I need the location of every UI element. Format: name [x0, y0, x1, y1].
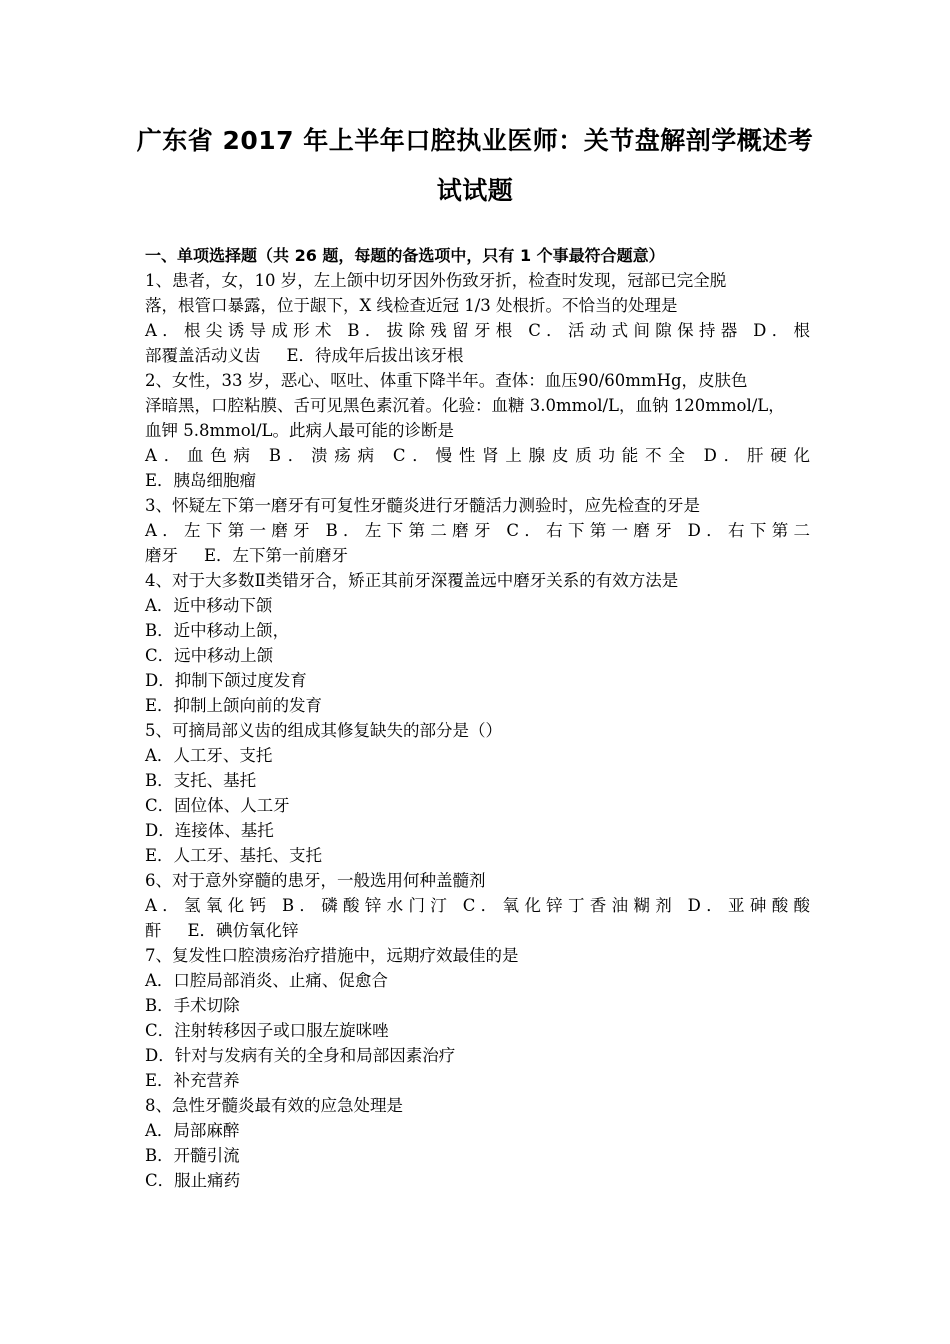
- answer-option: A．血色病: [145, 446, 257, 465]
- question-stem-line: 4、对于大多数Ⅱ类错牙合，矫正其前牙深覆盖远中磨牙关系的有效方法是: [145, 571, 679, 590]
- answer-option: C．服止痛药: [145, 1171, 241, 1190]
- option-row: [145, 893, 810, 918]
- answer-option: B．左下第二磨牙: [325, 521, 496, 540]
- question-5: [145, 718, 810, 868]
- answer-option: A．氢氧化钙: [145, 896, 272, 915]
- option-row: [145, 468, 810, 493]
- option-row: [145, 593, 810, 618]
- question-6: [145, 868, 810, 943]
- option-row: [145, 993, 810, 1018]
- answer-option: E．左下第一前磨牙: [204, 546, 349, 565]
- answer-option: 部覆盖活动义齿: [145, 346, 261, 365]
- question-stem-line: 血钾 5.8mmol/L。此病人最可能的诊断是: [145, 421, 455, 440]
- question-stem-line: 1、患者，女，10 岁，左上颌中切牙因外伤致牙折，检查时发现，冠部已完全脱: [145, 271, 727, 290]
- answer-option: C．右下第一磨牙: [506, 521, 678, 540]
- answer-option: 酐: [145, 921, 162, 940]
- answer-option: C．远中移动上颌: [145, 646, 274, 665]
- answer-option: D．肝硬化: [703, 446, 810, 465]
- answer-option: B．拔除残留牙根: [347, 321, 518, 340]
- question-stem-line: 2、女性，33 岁，恶心、呕吐、体重下降半年。查体：血压90/60mmHg，皮肤色: [145, 371, 748, 390]
- option-row: [145, 743, 810, 768]
- option-row: [145, 543, 810, 568]
- title-line-2: 试试题: [436, 176, 514, 205]
- option-row: [145, 1118, 810, 1143]
- answer-option: A．根尖诱导成形术: [145, 321, 337, 340]
- question-8: [145, 1093, 810, 1193]
- answer-option: B．溃疡病: [268, 446, 381, 465]
- answer-option: D．根: [753, 321, 811, 340]
- option-row: [145, 1143, 810, 1168]
- answer-option: C．慢性肾上腺皮质功能不全: [392, 446, 692, 465]
- answer-option: A．口腔局部消炎、止痛、促愈合: [145, 971, 388, 990]
- title-line-1: 广东省 2017 年上半年口腔执业医师：关节盘解剖学概述考: [136, 126, 814, 155]
- option-row: [145, 793, 810, 818]
- answer-option: B．开髓引流: [145, 1146, 240, 1165]
- option-row: [145, 918, 810, 943]
- answer-option: D．针对与发病有关的全身和局部因素治疗: [145, 1046, 456, 1065]
- answer-option: C．固位体、人工牙: [145, 796, 290, 815]
- answer-option: B．支托、基托: [145, 771, 257, 790]
- option-row: [145, 1043, 810, 1068]
- answer-option: A．局部麻醉: [145, 1121, 240, 1140]
- option-row: [145, 843, 810, 868]
- option-row: [145, 1168, 810, 1193]
- document-title: [120, 116, 830, 216]
- option-row: [145, 518, 810, 543]
- answer-option: E．待成年后拔出该牙根: [286, 346, 464, 365]
- option-row: [145, 343, 810, 368]
- option-row: [145, 693, 810, 718]
- question-4: [145, 568, 810, 718]
- option-row: [145, 618, 810, 643]
- answer-option: E．胰岛细胞瘤: [145, 471, 257, 490]
- option-row: [145, 968, 810, 993]
- question-list: [145, 268, 810, 1193]
- answer-option: D．右下第二: [687, 521, 811, 540]
- question-7: [145, 943, 810, 1093]
- answer-option: A．近中移动下颌: [145, 596, 273, 615]
- question-stem-line: 7、复发性口腔溃疡治疗措施中，远期疗效最佳的是: [145, 946, 519, 965]
- answer-option: C．注射转移因子或口服左旋咪唑: [145, 1021, 389, 1040]
- question-stem-line: 落，根管口暴露，位于龈下，X 线检查近冠 1/3 处根折。不恰当的处理是: [145, 296, 678, 315]
- answer-option: C．活动式间隙保持器: [528, 321, 743, 340]
- option-row: [145, 318, 810, 343]
- answer-option: E．抑制上颌向前的发育: [145, 696, 323, 715]
- question-stem-line: 6、对于意外穿髓的患牙，一般选用何种盖髓剂: [145, 871, 486, 890]
- option-row: [145, 1068, 810, 1093]
- exam-content: [145, 243, 810, 1193]
- question-stem-line: 5、可摘局部义齿的组成其修复缺失的部分是（）: [145, 721, 502, 740]
- answer-option: B．手术切除: [145, 996, 240, 1015]
- answer-option: D．亚砷酸酸: [687, 896, 811, 915]
- answer-option: 磨牙: [145, 546, 178, 565]
- option-row: [145, 818, 810, 843]
- question-stem-line: 8、急性牙髓炎最有效的应急处理是: [145, 1096, 403, 1115]
- question-1: [145, 268, 810, 368]
- answer-option: A．人工牙、支托: [145, 746, 273, 765]
- answer-option: B．磷酸锌水门汀: [281, 896, 453, 915]
- option-row: [145, 768, 810, 793]
- option-row: [145, 1018, 810, 1043]
- question-stem-line: 3、怀疑左下第一磨牙有可复性牙髓炎进行牙髓活力测验时，应先检查的牙是: [145, 496, 700, 515]
- answer-option: A．左下第一磨牙: [145, 521, 315, 540]
- option-row: [145, 668, 810, 693]
- section-heading: 一、单项选择题（共 26 题，每题的备选项中，只有 1 个事最符合题意）: [145, 246, 665, 265]
- answer-option: D．连接体、基托: [145, 821, 274, 840]
- option-row: [145, 443, 810, 468]
- question-stem-line: 泽暗黑，口腔粘膜、舌可见黑色素沉着。化验：血糖 3.0mmol/L，血钠 120mmol/L，: [145, 396, 785, 415]
- question-3: [145, 493, 810, 568]
- answer-option: C．氧化锌丁香油糊剂: [462, 896, 678, 915]
- question-2: [145, 368, 810, 493]
- option-row: [145, 643, 810, 668]
- answer-option: D．抑制下颌过度发育: [145, 671, 307, 690]
- answer-option: B．近中移动上颌，: [145, 621, 290, 640]
- answer-option: E．补充营养: [145, 1071, 240, 1090]
- answer-option: E．人工牙、基托、支托: [145, 846, 323, 865]
- answer-option: E．碘仿氧化锌: [187, 921, 299, 940]
